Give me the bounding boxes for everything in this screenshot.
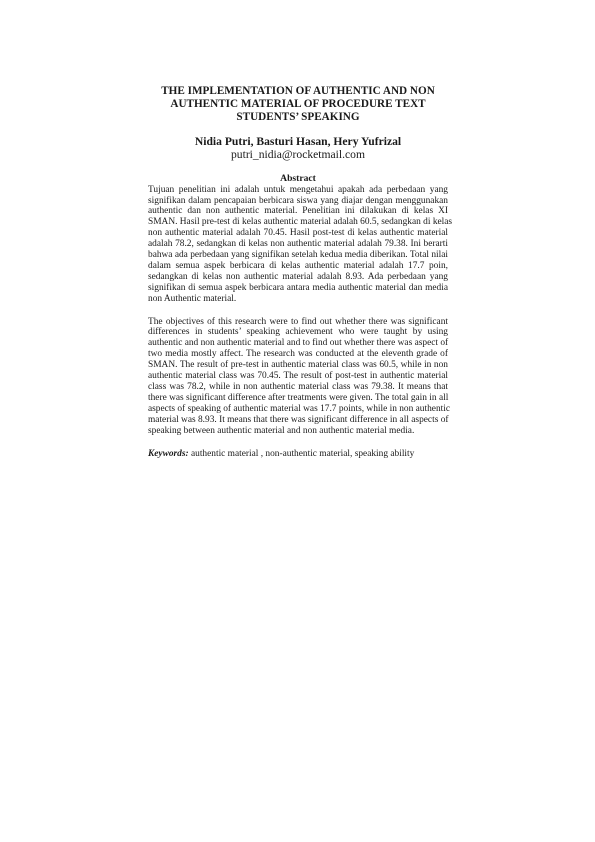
paragraph-spacer — [148, 305, 448, 317]
paper-page — [148, 85, 453, 460]
author-email: putri_nidia@rocketmail.com — [231, 147, 365, 161]
abstract-line: SMAN. Hasil pre-test di kelas authentic material adalah 60.5, sedangkan di kelas — [148, 217, 453, 228]
abstract-line: authentic and non authentic material and to find out whether there was aspect of — [148, 338, 449, 349]
abstract-line: two media mostly affect. The research was conducted at the eleventh grade of — [148, 349, 448, 360]
abstract-indonesian — [148, 184, 453, 305]
abstract-line: non authentic material adalah 70.45. Hasil post-test di kelas authentic material — [148, 228, 448, 239]
abstract-line: The objectives of this research were to find out whether there was significant — [148, 316, 448, 327]
paper-title — [148, 85, 448, 125]
abstract-line: aspects of speaking of authentic material was 17.7 points, while in non authentic — [148, 403, 451, 414]
title-line: THE IMPLEMENTATION OF AUTHENTIC AND NON — [161, 85, 435, 97]
title-line: AUTHENTIC MATERIAL OF PROCEDURE TEXT — [170, 98, 426, 111]
abstract-english — [148, 316, 451, 437]
keywords-label: Keywords: — [148, 448, 189, 459]
abstract-line: authentic dan non authentic material. Penelitian ini dilakukan di kelas XI — [148, 206, 448, 217]
abstract-line: adalah 78.2, sedangkan di kelas non authentic material adalah 79.38. Ini berarti — [148, 239, 448, 250]
abstract-line: class was 78.2, while in non authentic material class was 79.38. It means that — [148, 382, 448, 393]
keywords-text: authentic material , non-authentic material, speaking ability — [188, 448, 415, 459]
abstract-line: signifikan di semua aspek berbicara antara media authentic material dan media — [148, 282, 448, 293]
abstract-line: Tujuan penelitian ini adalah untuk mengetahui apakah ada perbedaan yang — [148, 184, 448, 195]
abstract-line: bahwa ada perbedaan yang signifikan setelah kedua media diberikan. Total nilai — [148, 250, 448, 261]
abstract-line: dalam semua aspek berbicara di kelas authentic material adalah 17.7 poin, — [148, 260, 448, 271]
authors: Nidia Putri, Basturi Hasan, Hery Yufrizal — [194, 134, 402, 148]
title-line: STUDENTS’ SPEAKING — [236, 111, 360, 124]
abstract-line: SMAN. The result of pre-test in authentic material class was 60.5, while in non — [148, 360, 448, 371]
abstract-line: non Authentic material. — [148, 293, 237, 304]
abstract-line: sedangkan di kelas non authentic material adalah 8.93. Ada perbedaan yang — [148, 271, 448, 282]
abstract-line: there was significant difference after treatments were given. The total gain in all — [148, 392, 449, 403]
abstract-line: signifikan dalam pencapaian berbicara siswa yang diajar dengan menggunakan — [148, 195, 448, 206]
abstract-line: material was 8.93. It means that there was significant difference in all aspects of — [148, 414, 449, 425]
abstract-heading: Abstract — [280, 172, 316, 184]
keywords — [148, 449, 448, 460]
abstract-line: differences in students’ speaking achievement who were taught by using — [148, 327, 448, 338]
abstract-line: authentic material class was 70.45. The result of post-test in authentic material — [148, 371, 448, 382]
abstract-line: speaking between authentic material and non authentic material media. — [148, 425, 415, 436]
